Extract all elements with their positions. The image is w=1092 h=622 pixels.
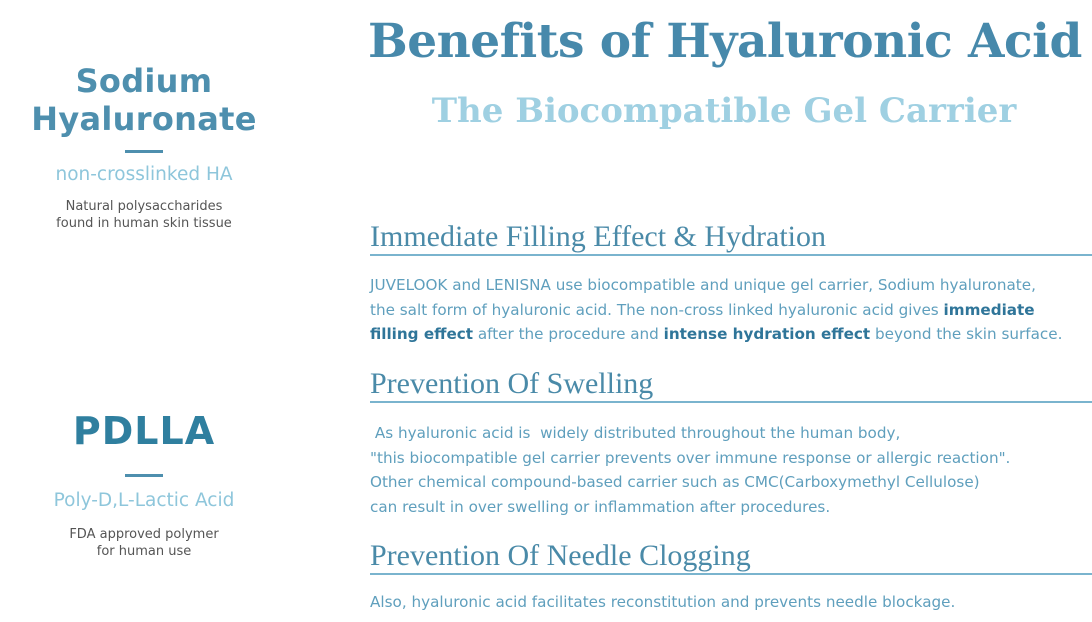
body-line: Other chemical compound-based carrier such as CMC(Carboxymethyl Cellulose) — [370, 473, 980, 491]
emphasis-text: intense hydration effect — [663, 325, 871, 343]
body-line — [370, 273, 1090, 298]
section-body-filling-hydration — [370, 273, 1090, 347]
pdlla-divider — [125, 474, 163, 477]
body-text: after the procedure and — [473, 325, 664, 343]
pdlla-description — [0, 526, 288, 560]
sodium-hyaluronate-desc-line1: Natural polysaccharides — [65, 199, 223, 214]
section-heading-swelling: Prevention Of Swelling — [370, 367, 1092, 403]
pdlla-subtitle: Poly-D,L-Lactic Acid — [53, 490, 235, 511]
section-heading-needle-clogging: Prevention Of Needle Clogging — [370, 539, 1092, 575]
pdlla-desc-line2: for human use — [96, 544, 192, 559]
page-subtitle: The Biocompatible Gel Carrier — [431, 91, 1017, 131]
body-line — [370, 298, 1090, 323]
body-text: the salt form of hyaluronic acid. The non-cross linked hyaluronic acid gives — [370, 300, 944, 319]
pdlla-desc-line1: FDA approved polymer — [69, 527, 219, 542]
sodium-hyaluronate-title-line1: Sodium — [75, 62, 213, 100]
sodium-hyaluronate-description — [0, 198, 288, 232]
section-body-swelling — [370, 421, 1090, 519]
body-line — [370, 322, 1090, 347]
section-body-needle-clogging — [370, 590, 1090, 615]
emphasis-text: filling effect — [370, 325, 474, 343]
sodium-hyaluronate-card — [0, 62, 288, 232]
section-heading-filling-hydration: Immediate Filling Effect & Hydration — [370, 220, 1092, 256]
sodium-hyaluronate-title-line2: Hyaluronate — [31, 100, 257, 138]
emphasis-text: immediate — [943, 300, 1035, 319]
body-line: "this biocompatible gel carrier prevents over immune response or allergic reaction". — [370, 448, 1011, 467]
sodium-hyaluronate-desc-line2: found in human skin tissue — [56, 216, 232, 231]
sodium-hyaluronate-divider — [125, 150, 163, 153]
body-line: can result in over swelling or inflammation after procedures. — [370, 497, 831, 516]
body-line: As hyaluronic acid is widely distributed throughout the human body, — [370, 424, 901, 442]
body-line: Also, hyaluronic acid facilitates reconstitution and prevents needle blockage. — [370, 593, 956, 611]
body-text: beyond the skin surface. — [870, 325, 1063, 343]
page-title: Benefits of Hyaluronic Acid — [368, 14, 1082, 69]
sodium-hyaluronate-subtitle: non-crosslinked HA — [55, 164, 233, 185]
pdlla-card — [0, 408, 288, 560]
body-text: JUVELOOK and LENISNA use biocompatible and unique gel carrier, Sodium hyaluronate, — [370, 276, 1036, 294]
pdlla-title: PDLLA — [72, 409, 216, 453]
sodium-hyaluronate-title — [0, 62, 288, 138]
